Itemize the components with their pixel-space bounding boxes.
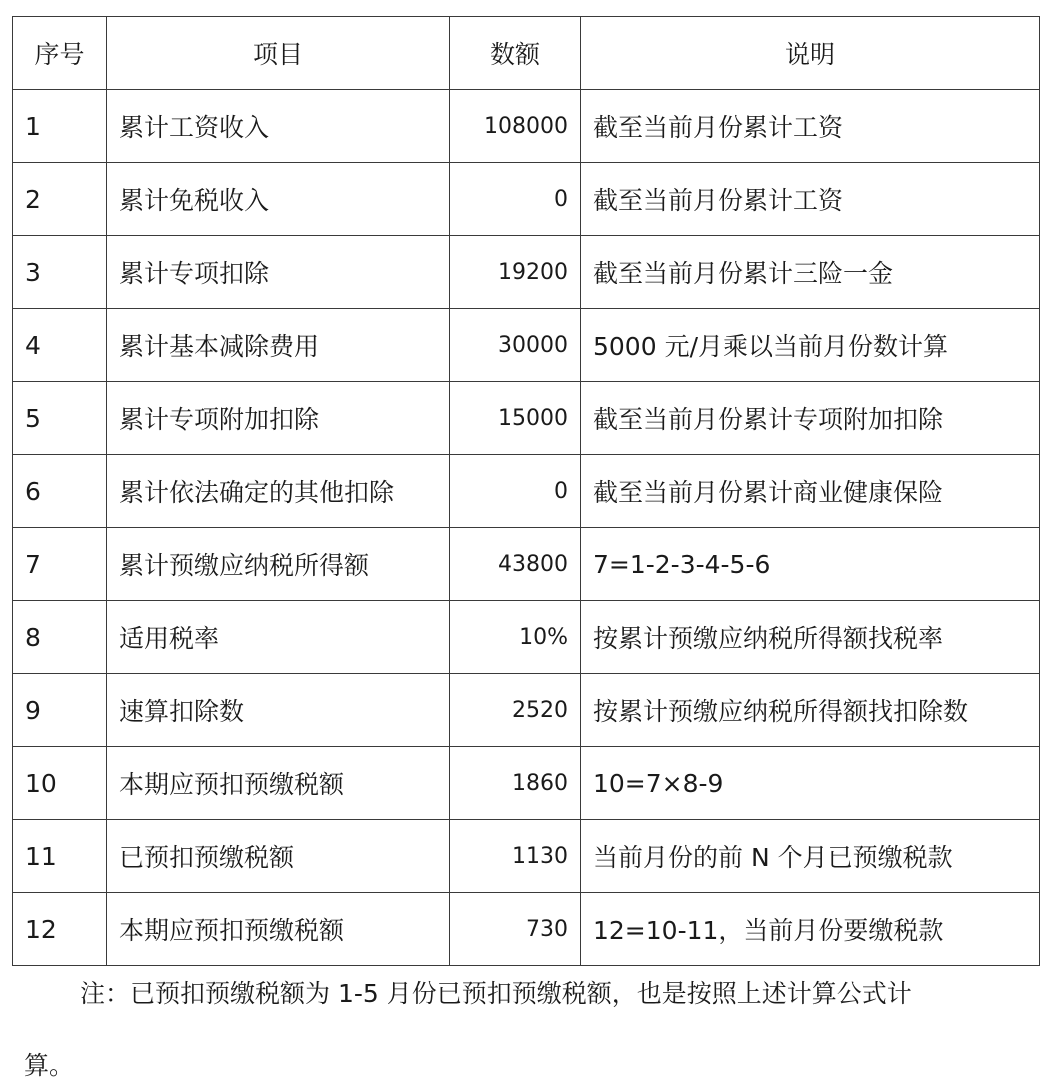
table-row (13, 455, 1040, 528)
row-item: 本期应预扣预缴税额 (107, 747, 450, 820)
header-amount: 数额 (450, 17, 581, 90)
row-index: 6 (13, 455, 107, 528)
row-description: 截至当前月份累计三险一金 (581, 236, 1040, 309)
table-row (13, 893, 1040, 966)
row-index: 11 (13, 820, 107, 893)
row-item: 累计预缴应纳税所得额 (107, 528, 450, 601)
table-row (13, 820, 1040, 893)
header-description: 说明 (581, 17, 1040, 90)
table-row (13, 163, 1040, 236)
row-amount: 0 (450, 163, 581, 236)
header-item: 项目 (107, 17, 450, 90)
row-index: 12 (13, 893, 107, 966)
table-row (13, 309, 1040, 382)
row-item: 累计基本减除费用 (107, 309, 450, 382)
footnote-line-2: 算。 (24, 1051, 75, 1080)
row-item: 累计专项扣除 (107, 236, 450, 309)
table-row (13, 601, 1040, 674)
row-description: 按累计预缴应纳税所得额找扣除数 (581, 674, 1040, 747)
row-index: 2 (13, 163, 107, 236)
row-description: 12=10-11，当前月份要缴税款 (581, 893, 1040, 966)
row-amount: 0 (450, 455, 581, 528)
row-item: 累计依法确定的其他扣除 (107, 455, 450, 528)
row-description: 截至当前月份累计工资 (581, 90, 1040, 163)
row-amount: 1130 (450, 820, 581, 893)
row-item: 累计免税收入 (107, 163, 450, 236)
row-description: 截至当前月份累计工资 (581, 163, 1040, 236)
row-amount: 730 (450, 893, 581, 966)
row-amount: 30000 (450, 309, 581, 382)
row-amount: 1860 (450, 747, 581, 820)
row-description: 7=1-2-3-4-5-6 (581, 528, 1040, 601)
row-amount: 2520 (450, 674, 581, 747)
row-amount: 19200 (450, 236, 581, 309)
row-index: 10 (13, 747, 107, 820)
row-item: 本期应预扣预缴税额 (107, 893, 450, 966)
header-index: 序号 (13, 17, 107, 90)
table-row (13, 90, 1040, 163)
table-header-row (13, 17, 1040, 90)
row-description: 当前月份的前 N 个月已预缴税款 (581, 820, 1040, 893)
row-item: 速算扣除数 (107, 674, 450, 747)
footnote-line-1: 注：已预扣预缴税额为 1-5 月份已预扣预缴税额，也是按照上述计算公式计 (80, 979, 912, 1008)
row-item: 适用税率 (107, 601, 450, 674)
row-index: 1 (13, 90, 107, 163)
table-row (13, 528, 1040, 601)
row-item: 累计专项附加扣除 (107, 382, 450, 455)
row-description: 按累计预缴应纳税所得额找税率 (581, 601, 1040, 674)
row-index: 3 (13, 236, 107, 309)
row-description: 10=7×8-9 (581, 747, 1040, 820)
row-index: 4 (13, 309, 107, 382)
table-row (13, 747, 1040, 820)
row-index: 7 (13, 528, 107, 601)
row-index: 9 (13, 674, 107, 747)
row-description: 截至当前月份累计商业健康保险 (581, 455, 1040, 528)
row-item: 累计工资收入 (107, 90, 450, 163)
row-amount: 10% (450, 601, 581, 674)
row-index: 8 (13, 601, 107, 674)
table-body (13, 90, 1040, 966)
row-index: 5 (13, 382, 107, 455)
table-row (13, 236, 1040, 309)
row-item: 已预扣预缴税额 (107, 820, 450, 893)
row-description: 5000 元/月乘以当前月份数计算 (581, 309, 1040, 382)
table-row (13, 382, 1040, 455)
tax-calculation-table (12, 16, 1040, 966)
row-amount: 43800 (450, 528, 581, 601)
row-description: 截至当前月份累计专项附加扣除 (581, 382, 1040, 455)
table-row (13, 674, 1040, 747)
row-amount: 108000 (450, 90, 581, 163)
row-amount: 15000 (450, 382, 581, 455)
